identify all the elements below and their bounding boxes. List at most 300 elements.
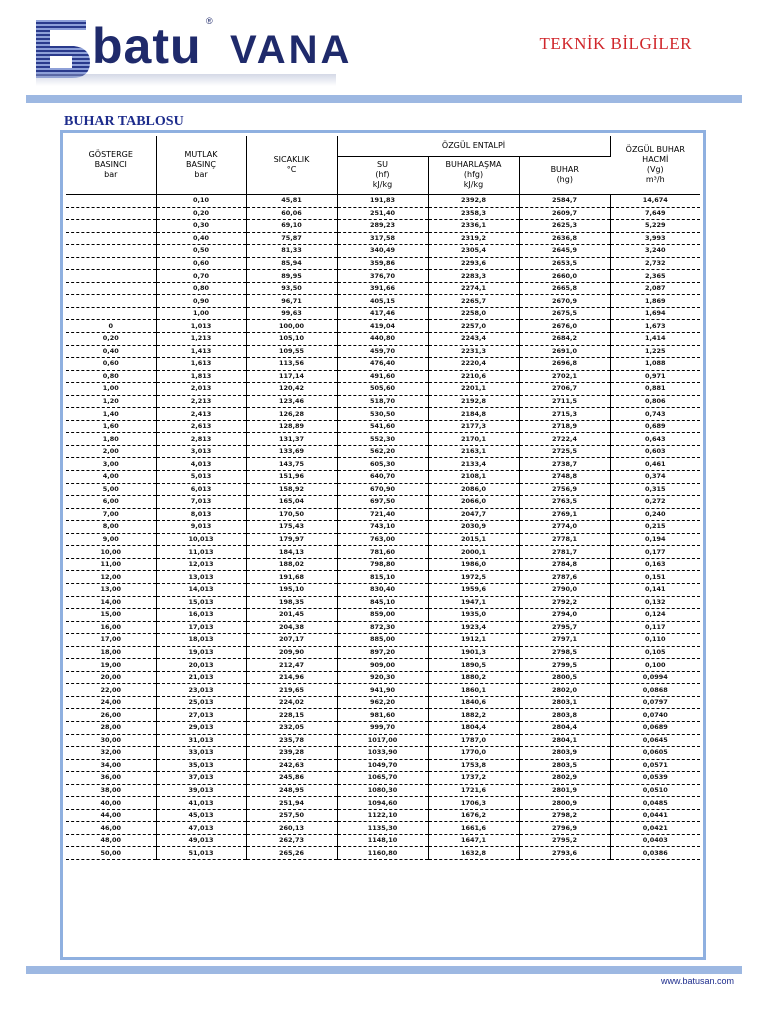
table-cell: 45,81 <box>246 195 337 208</box>
table-cell: 17,013 <box>156 621 246 634</box>
table-cell: 721,40 <box>337 508 428 521</box>
table-cell: 33,013 <box>156 747 246 760</box>
table-cell: 0,743 <box>610 408 700 421</box>
table-cell: 239,28 <box>246 747 337 760</box>
table-cell: 505,60 <box>337 383 428 396</box>
table-cell: 872,30 <box>337 621 428 634</box>
table-cell: 235,78 <box>246 734 337 747</box>
col-header-absolute-pressure <box>156 136 246 195</box>
table-cell: 1049,70 <box>337 759 428 772</box>
table-cell: 2738,7 <box>519 458 610 471</box>
table-cell: 289,23 <box>337 220 428 233</box>
col-header-water <box>337 156 428 194</box>
table-cell: 1,869 <box>610 295 700 308</box>
table-cell: 0,0510 <box>610 784 700 797</box>
table-cell: 697,50 <box>337 496 428 509</box>
table-cell: 219,65 <box>246 684 337 697</box>
table-cell: 941,90 <box>337 684 428 697</box>
table-row <box>66 496 700 509</box>
table-cell: 1,60 <box>66 420 156 433</box>
table-cell: 1770,0 <box>428 747 519 760</box>
logo-text-batu: batu <box>92 18 202 74</box>
table-cell: 123,46 <box>246 395 337 408</box>
table-cell: 815,10 <box>337 571 428 584</box>
table-cell: 0,50 <box>156 245 246 258</box>
table-cell: 1,00 <box>156 307 246 320</box>
table-cell: 845,10 <box>337 596 428 609</box>
table-cell: 201,45 <box>246 609 337 622</box>
table-cell: 35,013 <box>156 759 246 772</box>
table-cell: 75,87 <box>246 232 337 245</box>
table-cell: 158,92 <box>246 483 337 496</box>
table-cell: 1661,6 <box>428 822 519 835</box>
table-cell: 0,151 <box>610 571 700 584</box>
table-cell: 2801,9 <box>519 784 610 797</box>
table-cell: 0,643 <box>610 433 700 446</box>
table-cell: 0,971 <box>610 370 700 383</box>
table-cell: 0,0539 <box>610 772 700 785</box>
table-cell: 1,40 <box>66 408 156 421</box>
table-cell: 1972,5 <box>428 571 519 584</box>
table-row <box>66 257 700 270</box>
table-cell: 117,14 <box>246 370 337 383</box>
table-cell: 1676,2 <box>428 809 519 822</box>
table-cell: 0,0386 <box>610 847 700 860</box>
table-cell <box>66 270 156 283</box>
table-cell: 405,15 <box>337 295 428 308</box>
table-row <box>66 684 700 697</box>
table-cell: 49,013 <box>156 834 246 847</box>
table-cell: 1,673 <box>610 320 700 333</box>
table-cell: 198,35 <box>246 596 337 609</box>
table-cell: 40,00 <box>66 797 156 810</box>
table-cell: 0,40 <box>66 345 156 358</box>
table-cell: 2798,5 <box>519 646 610 659</box>
table-cell: 0,80 <box>66 370 156 383</box>
table-cell: 224,02 <box>246 696 337 709</box>
table-cell: 2763,5 <box>519 496 610 509</box>
table-cell: 24,00 <box>66 696 156 709</box>
table-cell: 605,30 <box>337 458 428 471</box>
table-cell: 19,013 <box>156 646 246 659</box>
header-line: GÖSTERGE <box>88 150 133 159</box>
table-cell: 85,94 <box>246 257 337 270</box>
table-cell: 5,00 <box>66 483 156 496</box>
table-cell: 29,013 <box>156 721 246 734</box>
table-row <box>66 458 700 471</box>
table-cell: 7,649 <box>610 207 700 220</box>
table-cell: 2,00 <box>66 445 156 458</box>
table-row <box>66 759 700 772</box>
table-cell: 248,95 <box>246 784 337 797</box>
table-cell: 6,00 <box>66 496 156 509</box>
table-cell <box>66 295 156 308</box>
table-cell: 2392,8 <box>428 195 519 208</box>
table-cell: 2803,1 <box>519 696 610 709</box>
table-row <box>66 734 700 747</box>
table-row <box>66 433 700 446</box>
table-cell: 2748,8 <box>519 471 610 484</box>
table-cell: 5,013 <box>156 471 246 484</box>
table-row <box>66 521 700 534</box>
table-cell: 0,194 <box>610 533 700 546</box>
table-cell: 459,70 <box>337 345 428 358</box>
table-cell: 0,0689 <box>610 721 700 734</box>
table-cell: 2293,6 <box>428 257 519 270</box>
table-cell: 44,00 <box>66 809 156 822</box>
table-cell: 518,70 <box>337 395 428 408</box>
table-cell: 0,240 <box>610 508 700 521</box>
table-cell: 391,66 <box>337 282 428 295</box>
header-unit: bar <box>104 170 118 179</box>
table-cell: 2803,9 <box>519 747 610 760</box>
table-cell: 0 <box>66 320 156 333</box>
table-cell: 11,00 <box>66 558 156 571</box>
table-cell: 0,689 <box>610 420 700 433</box>
table-cell: 2015,1 <box>428 533 519 546</box>
table-cell: 1753,8 <box>428 759 519 772</box>
table-cell: 1,00 <box>66 383 156 396</box>
table-cell: 14,013 <box>156 583 246 596</box>
header-line: BASINÇ <box>186 160 216 169</box>
table-cell: 2,087 <box>610 282 700 295</box>
table-cell: 30,00 <box>66 734 156 747</box>
table-cell: 0,141 <box>610 583 700 596</box>
header-unit: kJ/kg <box>463 180 484 190</box>
table-cell: 1,80 <box>66 433 156 446</box>
table-row <box>66 483 700 496</box>
table-cell: 798,80 <box>337 558 428 571</box>
table-cell: 1,088 <box>610 358 700 371</box>
table-cell: 260,13 <box>246 822 337 835</box>
table-cell: 2,813 <box>156 433 246 446</box>
table-cell: 885,00 <box>337 634 428 647</box>
table-cell: 262,73 <box>246 834 337 847</box>
col-header-specific-enthalpy: ÖZGÜL ENTALPİ <box>337 136 610 156</box>
table-cell: 1,20 <box>66 395 156 408</box>
table-row <box>66 195 700 208</box>
table-row <box>66 609 700 622</box>
table-cell: 2691,0 <box>519 345 610 358</box>
table-cell: 31,013 <box>156 734 246 747</box>
table-cell: 1706,3 <box>428 797 519 810</box>
table-cell: 0,163 <box>610 558 700 571</box>
table-cell: 45,013 <box>156 809 246 822</box>
table-cell: 2231,3 <box>428 345 519 358</box>
table-cell <box>66 307 156 320</box>
table-row <box>66 420 700 433</box>
table-cell: 2177,3 <box>428 420 519 433</box>
table-cell: 2319,2 <box>428 232 519 245</box>
table-cell: 48,00 <box>66 834 156 847</box>
table-row <box>66 508 700 521</box>
table-cell: 1,013 <box>156 320 246 333</box>
table-row <box>66 709 700 722</box>
table-cell: 151,96 <box>246 471 337 484</box>
table-cell: 0,90 <box>156 295 246 308</box>
table-cell: 12,013 <box>156 558 246 571</box>
table-cell: 0,0421 <box>610 822 700 835</box>
table-cell: 2192,8 <box>428 395 519 408</box>
header-unit: °C <box>286 165 297 174</box>
table-cell: 2133,4 <box>428 458 519 471</box>
table-cell: 13,013 <box>156 571 246 584</box>
table-cell: 2047,7 <box>428 508 519 521</box>
table-cell: 36,00 <box>66 772 156 785</box>
table-cell: 1135,30 <box>337 822 428 835</box>
table-cell: 999,70 <box>337 721 428 734</box>
table-cell: 0,0645 <box>610 734 700 747</box>
table-cell: 214,96 <box>246 671 337 684</box>
col-header-steam <box>519 156 610 194</box>
table-cell: 2795,7 <box>519 621 610 634</box>
table-cell: 2258,0 <box>428 307 519 320</box>
table-cell: 317,58 <box>337 232 428 245</box>
table-cell: 920,30 <box>337 671 428 684</box>
table-cell: 440,80 <box>337 333 428 346</box>
table-cell: 2675,5 <box>519 307 610 320</box>
table-cell: 2696,8 <box>519 358 610 371</box>
table-cell: 2711,5 <box>519 395 610 408</box>
table-cell: 2653,5 <box>519 257 610 270</box>
table-cell: 27,013 <box>156 709 246 722</box>
table-cell: 0,70 <box>156 270 246 283</box>
table-cell <box>66 195 156 208</box>
table-cell: 81,33 <box>246 245 337 258</box>
table-cell: 131,37 <box>246 433 337 446</box>
table-cell: 1080,30 <box>337 784 428 797</box>
table-cell: 2787,6 <box>519 571 610 584</box>
table-cell: 2800,9 <box>519 797 610 810</box>
table-row <box>66 546 700 559</box>
table-cell: 2,413 <box>156 408 246 421</box>
table-cell: 2769,1 <box>519 508 610 521</box>
table-cell: 126,28 <box>246 408 337 421</box>
table-cell: 1,613 <box>156 358 246 371</box>
table-row <box>66 445 700 458</box>
table-cell: 37,013 <box>156 772 246 785</box>
logo-text-vana: VANA <box>230 28 353 72</box>
table-cell: 743,10 <box>337 521 428 534</box>
table-cell: 18,013 <box>156 634 246 647</box>
table-cell: 15,00 <box>66 609 156 622</box>
table-cell: 830,40 <box>337 583 428 596</box>
table-cell: 0,603 <box>610 445 700 458</box>
table-cell: 2,013 <box>156 383 246 396</box>
table-cell: 23,013 <box>156 684 246 697</box>
table-cell: 0,60 <box>156 257 246 270</box>
table-cell: 2798,2 <box>519 809 610 822</box>
table-cell: 1160,80 <box>337 847 428 860</box>
table-cell: 2804,4 <box>519 721 610 734</box>
table-cell: 184,13 <box>246 546 337 559</box>
table-cell: 99,63 <box>246 307 337 320</box>
table-cell: 2000,1 <box>428 546 519 559</box>
table-cell: 69,10 <box>246 220 337 233</box>
table-cell: 1,694 <box>610 307 700 320</box>
table-cell: 1094,60 <box>337 797 428 810</box>
table-cell: 1890,5 <box>428 659 519 672</box>
table-cell: 2030,9 <box>428 521 519 534</box>
table-cell: 1737,2 <box>428 772 519 785</box>
page-header-title: TEKNİK BİLGİLER <box>539 34 692 53</box>
table-cell: 34,00 <box>66 759 156 772</box>
table-cell: 89,95 <box>246 270 337 283</box>
table-cell: 0,10 <box>156 195 246 208</box>
table-cell: 28,00 <box>66 721 156 734</box>
table-cell: 562,20 <box>337 445 428 458</box>
table-cell: 0,60 <box>66 358 156 371</box>
table-cell: 7,013 <box>156 496 246 509</box>
table-row <box>66 207 700 220</box>
table-cell: 2790,0 <box>519 583 610 596</box>
table-cell: 1882,2 <box>428 709 519 722</box>
table-row <box>66 333 700 346</box>
table-cell: 2774,0 <box>519 521 610 534</box>
table-row <box>66 408 700 421</box>
table-row <box>66 270 700 283</box>
table-row <box>66 621 700 634</box>
table-cell: 0,461 <box>610 458 700 471</box>
table-row <box>66 834 700 847</box>
table-cell: 2,213 <box>156 395 246 408</box>
table-row <box>66 370 700 383</box>
table-row <box>66 721 700 734</box>
table-row <box>66 809 700 822</box>
table-cell: 3,993 <box>610 232 700 245</box>
table-cell: 93,50 <box>246 282 337 295</box>
header-line: SU <box>377 160 388 170</box>
table-cell: 1901,3 <box>428 646 519 659</box>
table-cell: 0,0868 <box>610 684 700 697</box>
table-cell: 0,20 <box>156 207 246 220</box>
table-cell: 670,90 <box>337 483 428 496</box>
table-cell: 1947,1 <box>428 596 519 609</box>
table-cell: 2636,8 <box>519 232 610 245</box>
section-title: BUHAR TABLOSU <box>64 114 184 129</box>
table-cell: 165,04 <box>246 496 337 509</box>
table-cell: 859,00 <box>337 609 428 622</box>
col-header-specific-volume <box>610 136 700 195</box>
table-cell: 2210,6 <box>428 370 519 383</box>
table-cell: 981,60 <box>337 709 428 722</box>
table-cell: 2684,2 <box>519 333 610 346</box>
table-cell: 2804,1 <box>519 734 610 747</box>
table-cell: 38,00 <box>66 784 156 797</box>
table-cell: 541,60 <box>337 420 428 433</box>
table-cell: 2108,1 <box>428 471 519 484</box>
table-cell: 2584,7 <box>519 195 610 208</box>
table-cell: 0,806 <box>610 395 700 408</box>
table-cell: 14,674 <box>610 195 700 208</box>
table-cell: 0,100 <box>610 659 700 672</box>
table-row <box>66 358 700 371</box>
table-cell: 109,55 <box>246 345 337 358</box>
table-cell: 0,0571 <box>610 759 700 772</box>
table-cell: 1804,4 <box>428 721 519 734</box>
table-cell: 2794,0 <box>519 609 610 622</box>
table-cell: 0,117 <box>610 621 700 634</box>
table-cell: 191,83 <box>337 195 428 208</box>
table-row <box>66 307 700 320</box>
table-cell: 10,013 <box>156 533 246 546</box>
table-cell: 2802,9 <box>519 772 610 785</box>
table-cell: 3,00 <box>66 458 156 471</box>
table-cell: 7,00 <box>66 508 156 521</box>
table-cell: 2722,4 <box>519 433 610 446</box>
table-cell: 143,75 <box>246 458 337 471</box>
table-cell: 2784,8 <box>519 558 610 571</box>
table-cell: 22,00 <box>66 684 156 697</box>
table-cell: 16,013 <box>156 609 246 622</box>
table-cell: 113,56 <box>246 358 337 371</box>
table-row <box>66 395 700 408</box>
table-cell: 2257,0 <box>428 320 519 333</box>
table-cell: 20,013 <box>156 659 246 672</box>
table-row <box>66 696 700 709</box>
table-cell: 47,013 <box>156 822 246 835</box>
table-cell: 476,40 <box>337 358 428 371</box>
table-cell: 1,413 <box>156 345 246 358</box>
footer-website-link[interactable]: www.batusan.com <box>660 976 734 986</box>
table-cell: 3,013 <box>156 445 246 458</box>
table-cell: 2795,2 <box>519 834 610 847</box>
table-row <box>66 659 700 672</box>
table-cell: 376,70 <box>337 270 428 283</box>
table-cell: 1,813 <box>156 370 246 383</box>
table-cell: 50,00 <box>66 847 156 860</box>
table-cell: 16,00 <box>66 621 156 634</box>
table-cell: 897,20 <box>337 646 428 659</box>
table-cell: 2725,5 <box>519 445 610 458</box>
table-cell: 0,881 <box>610 383 700 396</box>
header-line: (hfg) <box>463 170 484 180</box>
table-cell: 2184,8 <box>428 408 519 421</box>
header-line: ÖZGÜL BUHAR <box>625 145 685 154</box>
table-cell: 2170,1 <box>428 433 519 446</box>
table-cell: 2800,5 <box>519 671 610 684</box>
table-cell: 0,124 <box>610 609 700 622</box>
header-line: MUTLAK <box>184 150 218 159</box>
table-cell: 0,105 <box>610 646 700 659</box>
table-cell: 32,00 <box>66 747 156 760</box>
table-row <box>66 784 700 797</box>
table-cell: 2796,9 <box>519 822 610 835</box>
table-cell: 0,0994 <box>610 671 700 684</box>
table-cell: 4,013 <box>156 458 246 471</box>
table-row <box>66 571 700 584</box>
table-cell: 0,177 <box>610 546 700 559</box>
table-cell: 8,013 <box>156 508 246 521</box>
table-cell: 2660,0 <box>519 270 610 283</box>
logo-reflection <box>36 74 336 86</box>
table-cell: 21,013 <box>156 671 246 684</box>
table-row <box>66 232 700 245</box>
table-cell: 9,013 <box>156 521 246 534</box>
table-cell: 1,213 <box>156 333 246 346</box>
table-cell: 1860,1 <box>428 684 519 697</box>
table-row <box>66 747 700 760</box>
table-cell: 1033,90 <box>337 747 428 760</box>
table-cell: 640,70 <box>337 471 428 484</box>
table-cell: 2201,1 <box>428 383 519 396</box>
table-row <box>66 220 700 233</box>
table-cell: 2243,4 <box>428 333 519 346</box>
table-cell: 209,90 <box>246 646 337 659</box>
table-cell: 962,20 <box>337 696 428 709</box>
table-cell: 15,013 <box>156 596 246 609</box>
table-cell: 204,38 <box>246 621 337 634</box>
